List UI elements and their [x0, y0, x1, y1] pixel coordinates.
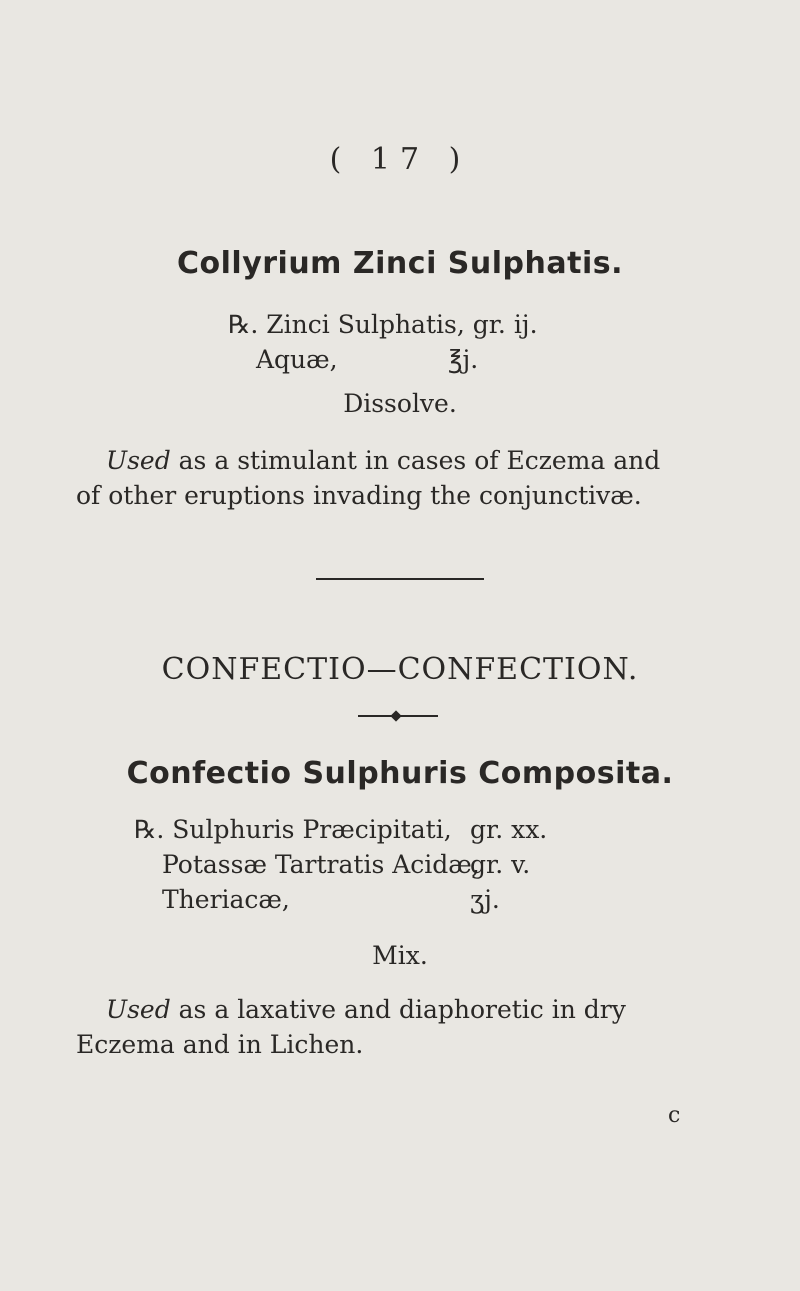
rx-ingredient-potassae: Potassæ Tartratis Acidæ,: [162, 850, 480, 879]
page-number: ( 17 ): [329, 142, 471, 177]
instruction-dissolve: Dissolve.: [343, 389, 457, 418]
usage-paragraph-1-line-2: of other eruptions invading the conjunctivæ.: [76, 481, 642, 510]
confectio-title: Confectio Sulphuris Composita.: [126, 756, 674, 791]
usage-word: Used: [106, 446, 171, 475]
instruction-mix: Mix.: [372, 941, 428, 970]
rx-ingredient-theriacae: Theriacæ,: [162, 885, 290, 914]
usage-text: as a laxative and diaphoretic in dry: [178, 995, 626, 1024]
usage-paragraph-1-line-1: [106, 446, 660, 475]
rx-ingredient-aquae: Aquæ,: [256, 345, 338, 374]
rx-amount-sulphuris: gr. xx.: [470, 815, 548, 844]
rx-amount-potassae: gr. v.: [470, 850, 531, 879]
usage-text: as a stimulant in cases of Eczema and: [178, 446, 661, 475]
rx-line-zinci: ℞. Zinci Sulphatis, gr. ij.: [228, 310, 538, 339]
usage-paragraph-2-line-2: Eczema and in Lichen.: [76, 1030, 364, 1059]
chapter-heading: CONFECTIO—CONFECTION.: [161, 652, 639, 687]
ornamental-rule: [358, 712, 438, 720]
rx-amount-theriacae: ʒj.: [470, 885, 500, 914]
usage-paragraph-2-line-1: [106, 995, 626, 1024]
rx-ingredient-sulphuris: ℞. Sulphuris Præcipitati,: [134, 815, 452, 844]
collyrium-title: Collyrium Zinci Sulphatis.: [177, 246, 623, 281]
usage-word: Used: [106, 995, 171, 1024]
section-divider: [316, 578, 484, 580]
signature-mark: c: [668, 1103, 681, 1128]
rx-amount-aquae: ℥j.: [448, 345, 479, 374]
